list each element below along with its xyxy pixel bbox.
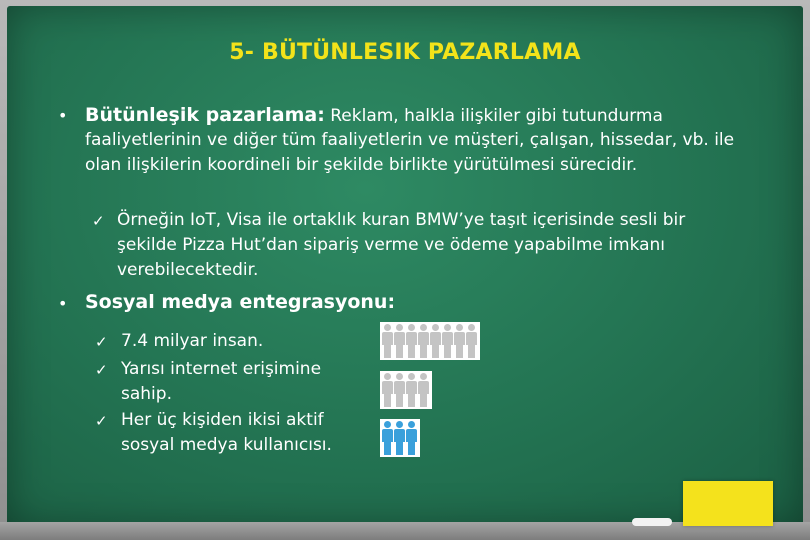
bullet-marker: • (58, 106, 68, 125)
person-icon (394, 324, 405, 358)
person-icon (382, 421, 393, 455)
check-icon: ✓ (95, 412, 108, 430)
section1-first-line (85, 103, 745, 129)
person-icon (442, 324, 453, 358)
person-icon (418, 324, 429, 358)
person-icon (430, 324, 441, 358)
slide-title: 5- BÜTÜNLESIK PAZARLAMA (229, 40, 581, 65)
sticky-note-icon (683, 481, 773, 526)
person-icon (406, 421, 417, 455)
section1-text: faaliyetlerinin ve diğer tüm faaliyetlerin ve müşteri, çalışan, hissedar, vb. ile olan ilişkilerin koordineli bir şekilde birlikte yürütülmesi sürecidir. (85, 130, 735, 175)
person-icon (454, 324, 465, 358)
people-row-social (380, 419, 420, 457)
section2-item: Yarısı internet erişimine sahip. (121, 359, 322, 404)
check-icon: ✓ (92, 212, 105, 230)
chalk-icon (632, 518, 672, 526)
bullet-marker: • (58, 294, 68, 313)
section1-text-line1: Reklam, halkla ilişkiler gibi tutundurma (324, 106, 663, 126)
person-icon (382, 324, 393, 358)
section1-example: Örneğin IoT, Visa ile ortaklık kuran BMW’ye taşıt içerisinde sesli bir şekilde Pizza Hut’dan sipariş verme ve ödeme yapabilme imkanı verebilecektedir. (117, 210, 686, 280)
section2-item: 7.4 milyar insan. (121, 331, 264, 351)
person-icon (394, 421, 405, 455)
people-row-total (380, 322, 480, 360)
person-icon (394, 373, 405, 407)
person-icon (406, 373, 417, 407)
section1-lead: Bütünleşik pazarlama: (85, 104, 325, 126)
check-icon: ✓ (95, 361, 108, 379)
check-icon: ✓ (95, 333, 108, 351)
person-icon (406, 324, 417, 358)
person-icon (382, 373, 393, 407)
section2-lead: Sosyal medya entegrasyonu: (85, 291, 396, 313)
section2-item: Her üç kişiden ikisi aktif sosyal medya kullanıcısı. (121, 410, 332, 455)
person-icon (466, 324, 477, 358)
person-icon (418, 373, 429, 407)
people-row-internet (380, 371, 432, 409)
